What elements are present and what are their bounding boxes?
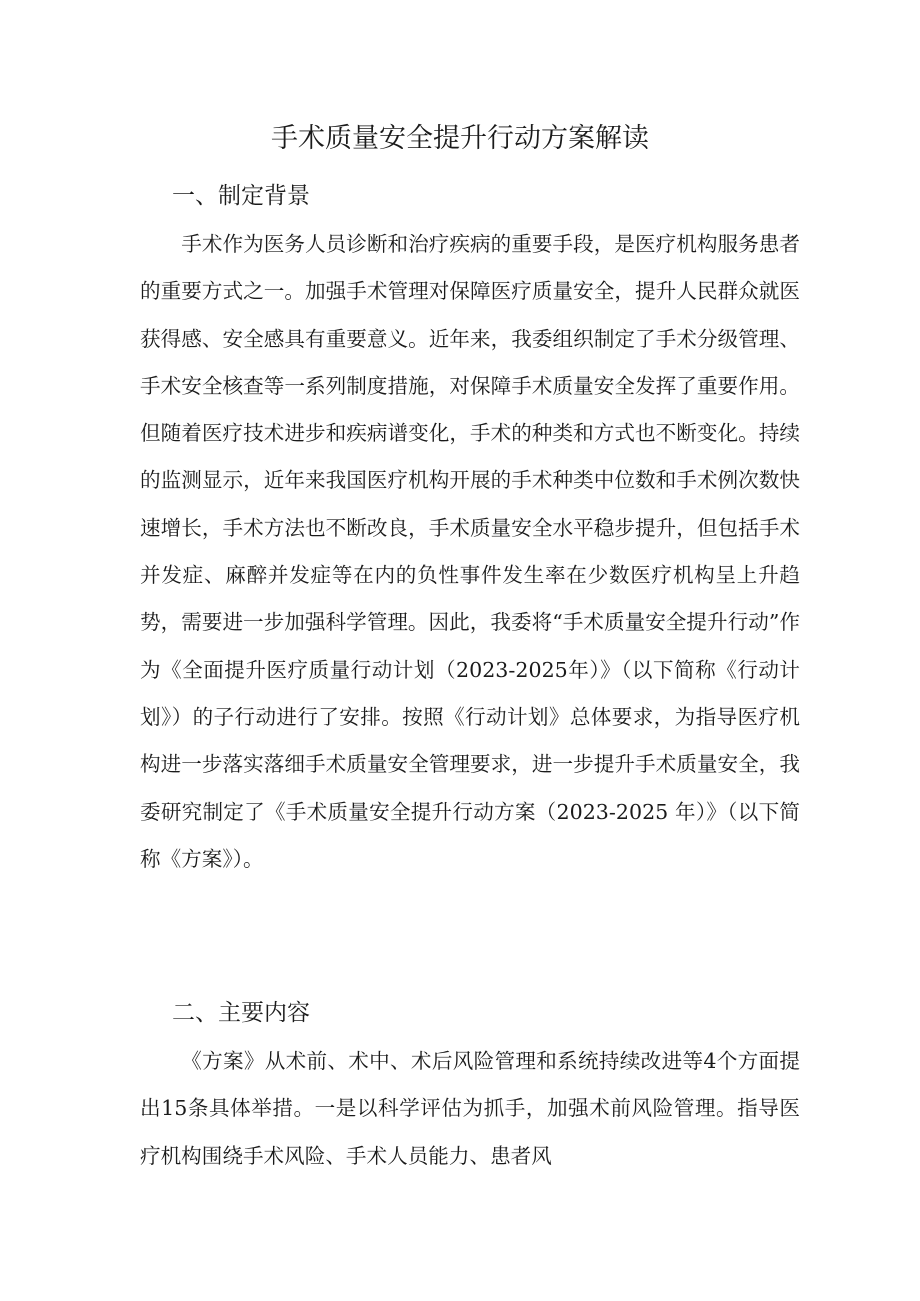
section-heading-main-content: 二、主要内容 bbox=[172, 1000, 310, 1026]
section-background-paragraph: 手术作为医务人员诊断和治疗疾病的重要手段，是医疗机构服务患者的重要方式之一。加强手术管理对保障医疗质量安全，提升人民群众就医获得感、安全感具有重要意义。近年来，我委组织制定了手术分级管理、手术安全核查等一系列制度措施，对保障手术质量安全发挥了重要作用。但随着医疗技术进步和疾病谱变化，手术的种类和方式也不断变化。持续的监测显示，近年来我国医疗机构开展的手术种类中位数和手术例次数快速增长，手术方法也不断改良，手术质量安全水平稳步提升，但包括手术并发症、麻醉并发症等在内的负性事件发生率在少数医疗机构呈上升趋势，需要进一步加强科学管理。因此，我委将“手术质量安全提升行动”作为《全面提升医疗质量行动计划（2023-2025年）》（以下简称《行动计划》）的子行动进行了安排。按照《行动计划》总体要求，为指导医疗机构进一步落实落细手术质量安全管理要求，进一步提升手术质量安全，我委研究制定了《手术质量安全提升行动方案（2023-2025 年）》（以下简称《方案》）。 bbox=[140, 232, 800, 871]
section-heading-background: 一、制定背景 bbox=[172, 183, 310, 209]
document-title: 手术质量安全提升行动方案解读 bbox=[271, 123, 649, 154]
section-main-content-paragraph: 《方案》从术前、术中、术后风险管理和系统持续改进等4个方面提出15条具体举措。一是以科学评估为抓手，加强术前风险管理。指导医疗机构围绕手术风险、手术人员能力、患者风 bbox=[140, 1049, 800, 1168]
